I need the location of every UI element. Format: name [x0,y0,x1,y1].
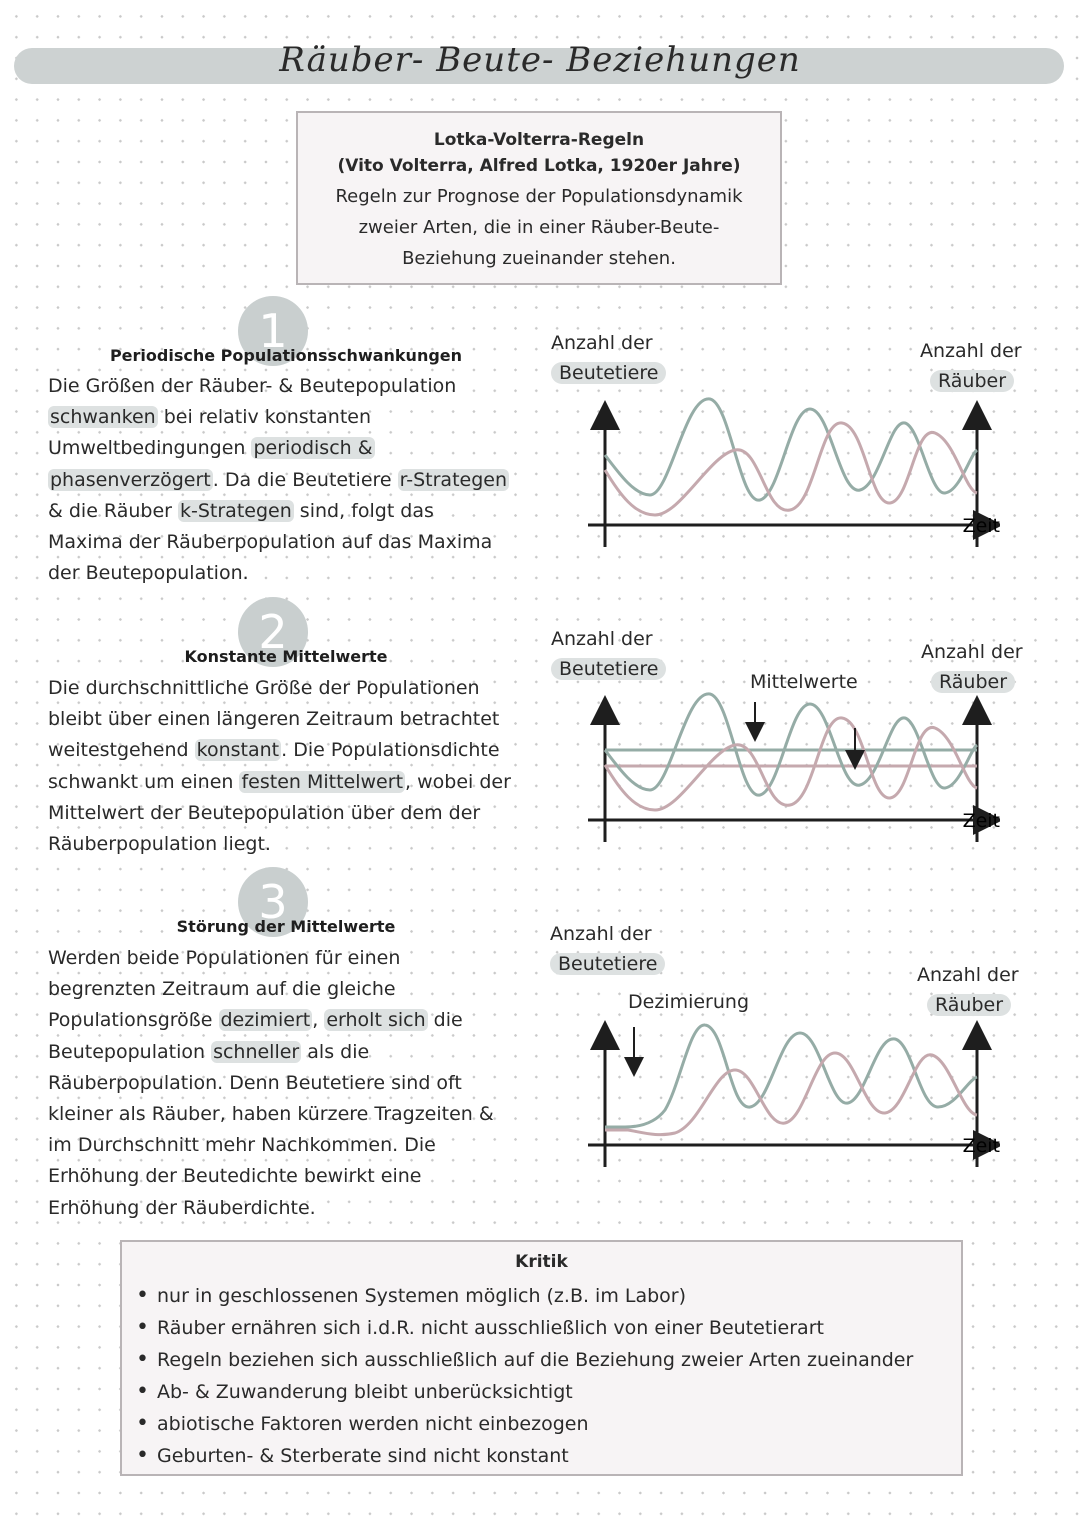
critique-title: Kritik [515,1252,568,1272]
text-segment: Erhöhung der Beutedichte bewirkt eine [48,1165,422,1188]
highlighted-term: dezimiert [220,1009,311,1032]
text-segment: & die Räuber [48,499,178,522]
text-line [48,558,538,589]
text-line [48,1161,538,1192]
intro-subheading: (Vito Volterra, Alfred Lotka, 1920er Jahre) [337,156,741,176]
highlighted-term: schneller [213,1040,300,1063]
graph-constant-means [580,690,1000,850]
text-segment: im Durchschnitt mehr Nachkommen. Die [48,1134,436,1157]
prey-curve [605,399,977,500]
section-title: Störung der Mittelwerte [176,917,396,936]
text-segment: bei relativ konstanten [157,406,372,429]
text-segment: der Beutepopulation. [48,562,249,585]
predator-curve [605,1053,977,1135]
text-segment: sind, folgt das [293,499,434,522]
graph-predator-axis-label: Anzahl der Räuber [921,641,1023,693]
page-title: Räuber- Beute- Beziehungen [279,40,801,80]
text-line [48,371,538,402]
prey-label-pill: Beutetiere [550,953,665,975]
decimation-annotation: Dezimierung [628,991,750,1013]
graph-disturbed-means [580,1015,1000,1175]
highlighted-term: k-Strategen [180,499,292,522]
text-segment: , wobei der [405,770,511,793]
intro-line: Beziehung zueinander stehen. [402,248,676,269]
highlighted-term: r-Strategen [399,468,508,491]
text-line [48,527,538,558]
mean-values-annotation: Mittelwerte [750,671,858,693]
text-segment: bleibt über einen längeren Zeitraum betrachtet [48,708,500,731]
text-line [48,402,538,433]
text-segment: Umweltbedingungen [48,437,252,460]
text-line [48,974,538,1005]
graph-predator-axis-label: Anzahl der Räuber [920,340,1022,392]
text-line [48,496,538,527]
section-number-badge: 1 [238,296,308,366]
text-segment: Die Größen der Räuber- & Beutepopulation [48,375,457,397]
section-number-badge: 3 [238,867,308,937]
section-text [48,673,538,860]
critique-item: • Geburten- & Sterberate sind nicht konstant [136,1440,913,1472]
time-axis-label: Zeit [962,515,1000,537]
critique-item: • Regeln beziehen sich ausschließlich auf die Beziehung zweier Arten zueinander [136,1344,913,1376]
text-segment: Die durchschnittliche Größe der Populationen [48,677,480,699]
text-segment: Erhöhung der Räuberdichte. [48,1196,316,1219]
intro-heading: Lotka-Volterra-Regeln [433,130,645,150]
text-segment: . Da die Beutetiere [212,468,398,491]
text-segment: weitestgehend [48,739,195,762]
predator-label-pill: Räuber [931,671,1015,693]
highlighted-term: festen Mittelwert [241,770,404,793]
graph-prey-axis-label: Anzahl der Beutetiere [551,328,666,388]
text-segment: Mittelwert der Beutepopulation über dem der [48,801,481,824]
prey-curve [605,1025,977,1127]
text-line [48,433,538,464]
text-line [48,735,538,766]
text-line [48,943,538,974]
graph-prey-axis-label: Anzahl der Beutetiere [550,919,665,979]
section-text [48,943,538,1224]
section-title: Konstante Mittelwerte [184,647,388,666]
prey-curve [605,694,977,795]
text-segment: , [312,1009,325,1032]
highlighted-term: schwanken [50,406,156,429]
intro-line: Regeln zur Prognose der Populationsdynamik [335,186,743,207]
graph-periodic-oscillations [580,395,1000,555]
text-segment: Werden beide Populationen für einen [48,947,401,969]
intro-text [298,181,780,274]
text-segment: Räuberpopulation liegt. [48,833,271,856]
section-text [48,371,538,589]
highlighted-term: phasenverzögert [50,468,211,491]
critique-item: • Räuber ernähren sich i.d.R. nicht ausschließlich von einer Beutetierart [136,1312,913,1344]
graph-prey-axis-label: Anzahl der Beutetiere [551,624,666,684]
predator-label-pill: Räuber [927,994,1011,1016]
text-line [48,465,538,496]
critique-item: • nur in geschlossenen Systemen möglich (z.B. im Labor) [136,1280,913,1312]
text-segment: kleiner als Räuber, haben kürzere Tragzeiten & [48,1103,494,1126]
text-line [48,1099,538,1130]
intro-line: zweier Arten, die in einer Räuber-Beute- [358,217,720,238]
text-line [48,1193,538,1224]
text-line [48,767,538,798]
text-segment: Räuberpopulation. Denn Beutetiere sind oft [48,1071,462,1094]
predator-label-pill: Räuber [930,370,1014,392]
text-line [48,1037,538,1068]
text-segment: Beutepopulation [48,1040,212,1063]
highlighted-term: erholt sich [326,1009,426,1032]
text-segment: die [427,1009,463,1032]
text-segment: als die [301,1040,370,1063]
section-title: Periodische Populationsschwankungen [109,346,463,365]
text-segment: . Die Populationsdichte [281,739,500,762]
text-line [48,673,538,704]
time-axis-label: Zeit [962,810,1000,832]
intro-box [296,111,782,285]
text-segment: schwankt um einen [48,770,240,793]
time-axis-label: Zeit [962,1135,1000,1157]
text-segment: Populationsgröße [48,1009,219,1032]
critique-box [120,1240,963,1476]
critique-item: • abiotische Faktoren werden nicht einbezogen [136,1408,913,1440]
prey-label-pill: Beutetiere [551,658,666,680]
graph-predator-axis-label: Anzahl der Räuber [917,964,1019,1016]
highlighted-term: konstant [196,739,280,762]
text-segment: begrenzten Zeitraum auf die gleiche [48,978,396,1001]
highlighted-term: periodisch & [253,437,373,460]
text-line [48,829,538,860]
section-number-badge: 2 [238,597,308,667]
text-line [48,704,538,735]
text-line [48,798,538,829]
prey-label-pill: Beutetiere [551,362,666,384]
text-line [48,1130,538,1161]
critique-item: • Ab- & Zuwanderung bleibt unberücksichtigt [136,1376,913,1408]
text-line [48,1068,538,1099]
critique-list [136,1280,913,1472]
text-segment: Maxima der Räuberpopulation auf das Maxima [48,531,493,554]
text-line [48,1005,538,1036]
